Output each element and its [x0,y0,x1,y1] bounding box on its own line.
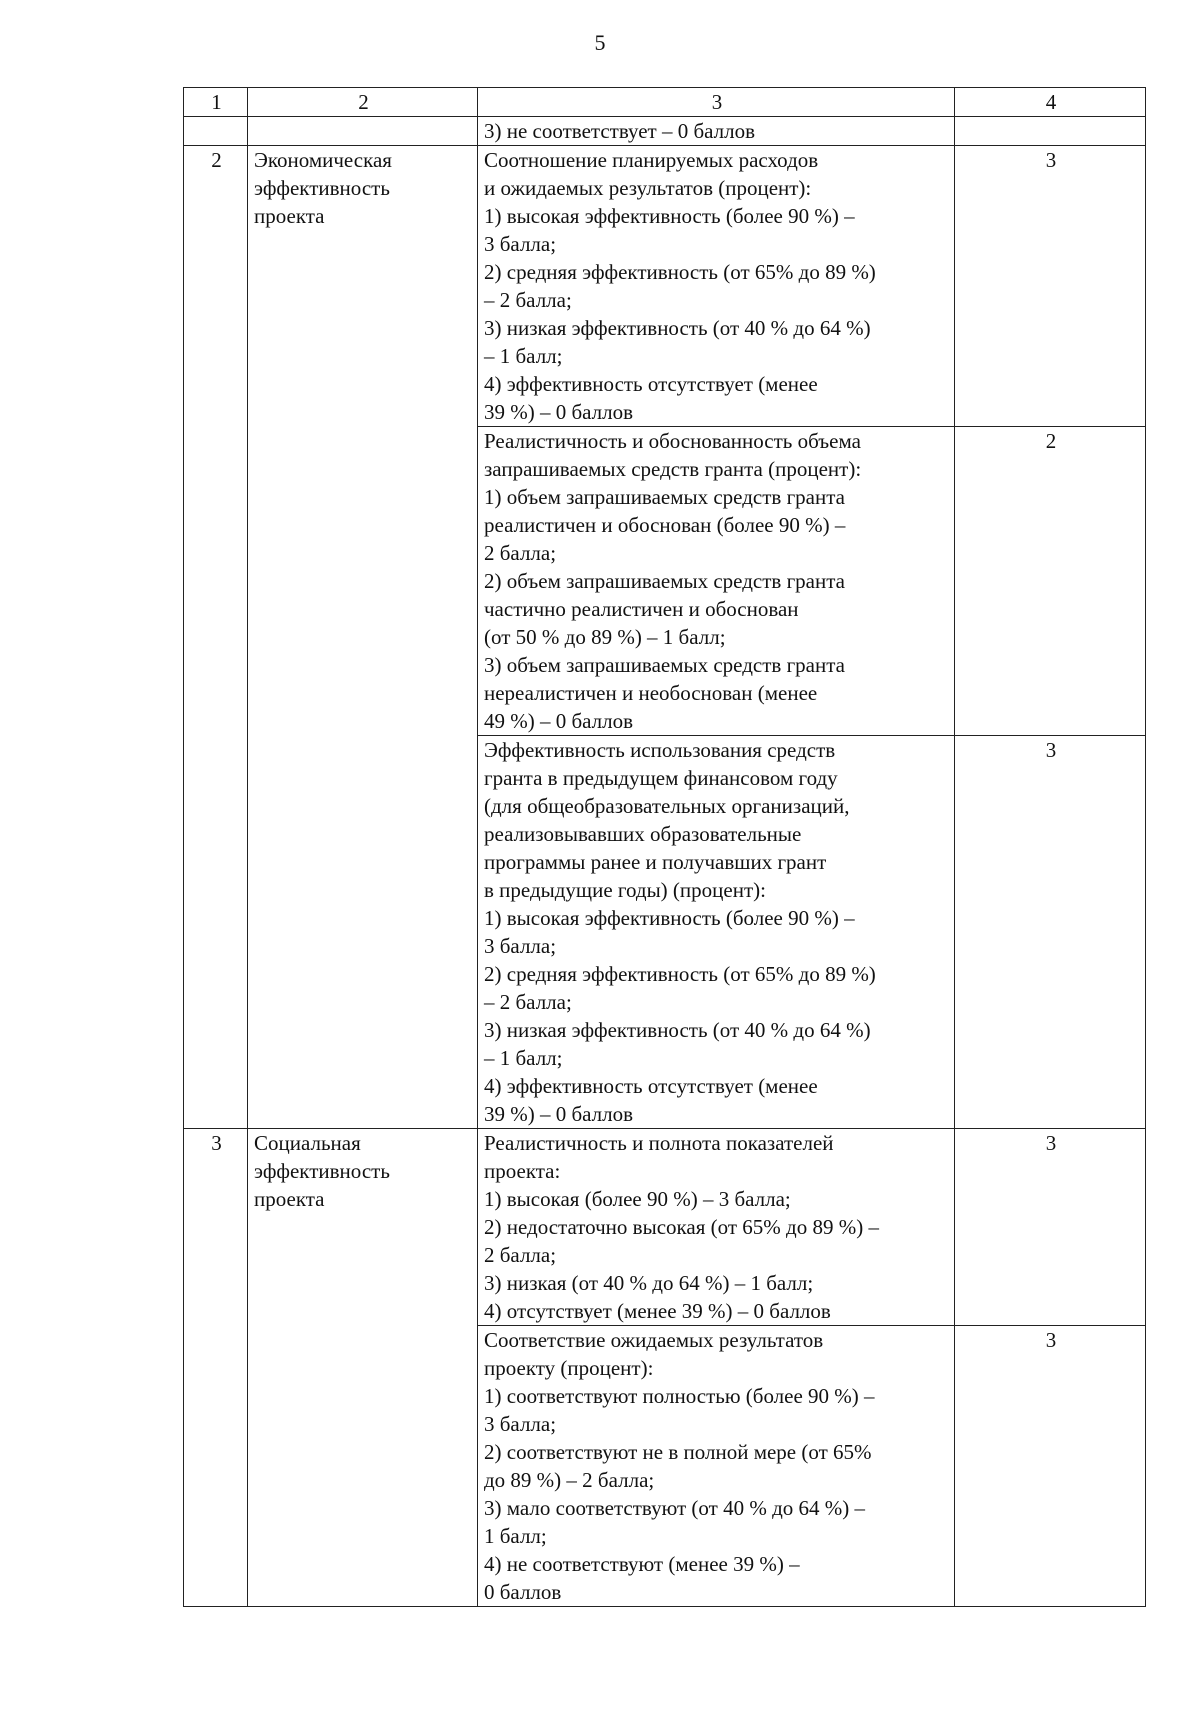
indicator-line: – 1 балл; [484,344,563,368]
indicator-line: (от 50 % до 89 %) – 1 балл; [484,625,726,649]
indicator-line: – 2 балла; [484,990,572,1014]
indicator-line: 1) высокая эффективность (более 90 %) – [484,906,855,930]
criteria-table [183,87,1146,1607]
criterion-name [248,146,478,1129]
indicator-line: 2) недостаточно высокая (от 65% до 89 %) – [484,1215,879,1239]
indicator-line: Реалистичность и обоснованность объема [484,429,861,453]
max-score: 3 [955,146,1146,427]
indicator-line: запрашиваемых средств гранта (процент): [484,457,862,481]
indicator-line: (для общеобразовательных организаций, [484,794,850,818]
criterion-name-line: проекта [254,204,325,228]
indicator-line: 39 %) – 0 баллов [484,400,634,424]
carryover-score-cell [955,117,1146,146]
indicator-line: частично реалистичен и обоснован [484,597,799,621]
indicator-line: Реалистичность и полнота показателей [484,1131,834,1155]
table-row [184,146,1146,427]
max-score: 3 [955,1129,1146,1326]
criterion-name [248,1129,478,1607]
carryover-number-cell [184,117,248,146]
carryover-indicator-cell: 3) не соответствует – 0 баллов [478,117,955,146]
criterion-number: 2 [184,146,248,1129]
page-number: 5 [594,30,606,55]
indicator-line: реалистичен и обоснован (более 90 %) – [484,513,846,537]
carryover-criterion-cell [248,117,478,146]
indicator-description [478,1326,955,1607]
column-header-number: 1 [184,88,248,117]
indicator-line: 2 балла; [484,1243,557,1267]
column-header-indicator: 3 [478,88,955,117]
indicator-line: 3 балла; [484,934,557,958]
criterion-name-line: Экономическая [254,148,392,172]
indicator-line: гранта в предыдущем финансовом году [484,766,838,790]
indicator-line: 1) высокая эффективность (более 90 %) – [484,204,855,228]
table-row-carryover [184,117,1146,146]
indicator-line: 3) низкая эффективность (от 40 % до 64 %) [484,316,871,340]
indicator-line: 2) средняя эффективность (от 65% до 89 %) [484,962,876,986]
criterion-name-line: эффективность [254,1159,390,1183]
indicator-line: 3) низкая (от 40 % до 64 %) – 1 балл; [484,1271,814,1295]
criterion-number: 3 [184,1129,248,1607]
indicator-line: – 1 балл; [484,1046,563,1070]
indicator-line: 4) отсутствует (менее 39 %) – 0 баллов [484,1299,831,1323]
indicator-description [478,146,955,427]
criterion-name-line: Социальная [254,1131,361,1155]
indicator-line: Соответствие ожидаемых результатов [484,1328,824,1352]
indicator-line: 1) соответствуют полностью (более 90 %) – [484,1384,875,1408]
indicator-line: 3 балла; [484,232,557,256]
indicator-line: 4) эффективность отсутствует (менее [484,372,818,396]
criterion-name-line: эффективность [254,176,390,200]
indicator-line: реализовывавших образовательные [484,822,802,846]
indicator-line: 4) не соответствуют (менее 39 %) – [484,1552,800,1576]
indicator-line: – 2 балла; [484,288,572,312]
indicator-line: проекта: [484,1159,561,1183]
indicator-line: 2) соответствуют не в полной мере (от 65% [484,1440,872,1464]
indicator-line: 1 балл; [484,1524,547,1548]
indicator-line: нереалистичен и необоснован (менее [484,681,818,705]
column-header-max-score: 4 [955,88,1146,117]
indicator-line: 39 %) – 0 баллов [484,1102,634,1126]
indicator-line: 3) объем запрашиваемых средств гранта [484,653,845,677]
indicator-line: до 89 %) – 2 балла; [484,1468,655,1492]
table-header-row [184,88,1146,117]
max-score: 2 [955,427,1146,736]
indicator-line: программы ранее и получавших грант [484,850,827,874]
indicator-description [478,736,955,1129]
indicator-line: в предыдущие годы) (процент): [484,878,766,902]
indicator-line: 0 баллов [484,1580,562,1604]
indicator-line: 1) объем запрашиваемых средств гранта [484,485,845,509]
indicator-line: 2) объем запрашиваемых средств гранта [484,569,845,593]
indicator-description [478,427,955,736]
indicator-line: 2) средняя эффективность (от 65% до 89 %) [484,260,876,284]
indicator-line: 2 балла; [484,541,557,565]
indicator-line: 1) высокая (более 90 %) – 3 балла; [484,1187,791,1211]
indicator-line: Эффективность использования средств [484,738,836,762]
max-score: 3 [955,1326,1146,1607]
indicator-line: 3 балла; [484,1412,557,1436]
indicator-description [478,1129,955,1326]
table-row [184,1129,1146,1326]
indicator-line: 49 %) – 0 баллов [484,709,634,733]
indicator-line: 3) мало соответствуют (от 40 % до 64 %) – [484,1496,865,1520]
max-score: 3 [955,736,1146,1129]
indicator-line: 3) низкая эффективность (от 40 % до 64 %) [484,1018,871,1042]
column-header-criterion: 2 [248,88,478,117]
indicator-line: 4) эффективность отсутствует (менее [484,1074,818,1098]
indicator-line: проекту (процент): [484,1356,654,1380]
indicator-line: и ожидаемых результатов (процент): [484,176,812,200]
indicator-line: Соотношение планируемых расходов [484,148,819,172]
criterion-name-line: проекта [254,1187,325,1211]
